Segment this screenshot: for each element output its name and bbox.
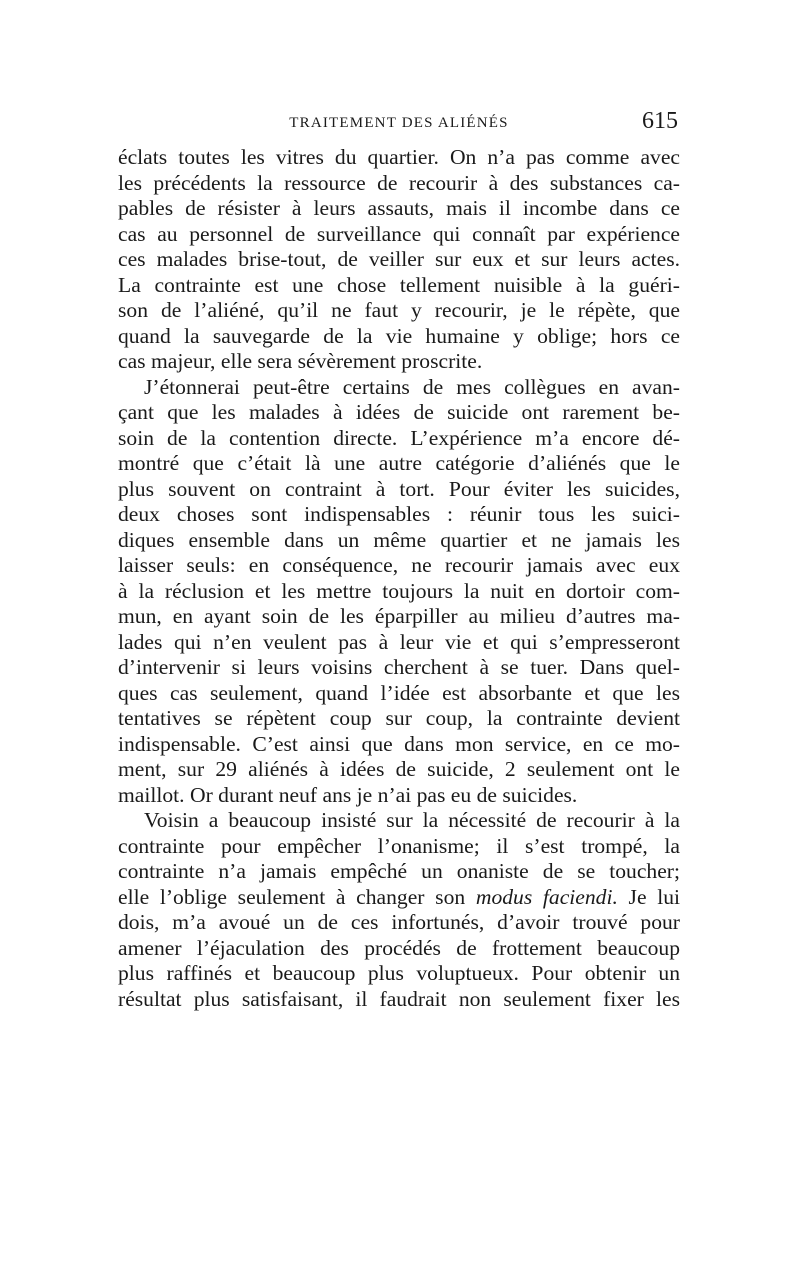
text-line: cas au personnel de surveillance qui connaît par expérience (118, 221, 680, 246)
text-line: deux choses sont indispensables : réunir tous les suici- (118, 502, 680, 526)
text-line: amener l’éjaculation des procédés de frottement beaucoup (118, 935, 680, 960)
text-line: éclats toutes les vitres du quartier. On n’a pas comme avec (118, 145, 680, 169)
text-line: cas majeur, elle sera sévèrement proscrite. (118, 349, 483, 373)
text-line: maillot. Or durant neuf ans je n’ai pas eu de suicides. (118, 782, 578, 807)
paragraph-1 (118, 145, 680, 375)
text-line: les précédents la ressource de recourir à des substances ca- (118, 170, 680, 195)
text-line: plus souvent on contraint à tort. Pour éviter les suicides, (118, 476, 680, 501)
text-line: lades qui n’en veulent pas à leur vie et qui s’empresseront (118, 629, 680, 654)
running-title: TRAITEMENT DES ALIÉNÉS (289, 115, 509, 131)
text-line: laisser seuls: en conséquence, ne recourir jamais avec eux (118, 553, 680, 577)
page-number: 615 (642, 108, 678, 134)
text-run: Je lui (617, 884, 681, 909)
text-line: indispensable. C’est ainsi que dans mon service, en ce mo- (118, 731, 680, 756)
text-line: plus raffinés et beaucoup plus voluptueux. Pour obtenir un (118, 961, 680, 985)
text-line: montré que c’était là une autre catégorie d’aliénés que le (118, 451, 680, 475)
text-line: La contrainte est une chose tellement nuisible à la guéri- (118, 272, 680, 297)
text-line: d’intervenir si leurs voisins cherchent à se tuer. Dans quel- (118, 655, 680, 679)
paragraph-2 (118, 375, 680, 809)
text-line: soin de la contention directe. L’expérience m’a encore dé- (118, 425, 680, 450)
text-run: elle l’oblige seulement à changer son (118, 884, 476, 909)
paragraph-3 (118, 808, 680, 1012)
text-line: dois, m’a avoué un de ces infortunés, d’avoir trouvé pour (118, 910, 680, 934)
text-line: mun, en ayant soin de les éparpiller au milieu d’autres ma- (118, 604, 680, 628)
text-line: à la réclusion et les mettre toujours la nuit en dortoir com- (118, 578, 680, 603)
text-line: pables de résister à leurs assauts, mais il incombe dans ce (118, 196, 680, 220)
text-line: tentatives se répètent coup sur coup, la contrainte devient (118, 706, 680, 730)
text-line: résultat plus satisfaisant, il faudrait non seulement fixer les (118, 986, 680, 1011)
text-line: ment, sur 29 aliénés à idées de suicide, 2 seulement ont le (118, 757, 680, 781)
text-line: ces malades brise-tout, de veiller sur eux et sur leurs actes. (118, 247, 680, 271)
running-head (118, 108, 680, 136)
body-text (118, 145, 680, 1012)
text-line: diques ensemble dans un même quartier et ne jamais les (118, 527, 680, 552)
text-line: çant que les malades à idées de suicide ont rarement be- (118, 400, 680, 424)
text-line: Voisin a beaucoup insisté sur la nécessité de recourir à la (144, 808, 680, 832)
text-line: contrainte pour empêcher l’onanisme; il s’est trompé, la (118, 833, 680, 858)
text-line: quand la sauvegarde de la vie humaine y oblige; hors ce (118, 323, 680, 348)
text-line: son de l’aliéné, qu’il ne faut y recourir, je le répète, que (118, 298, 680, 322)
text-line: contrainte n’a jamais empêché un onaniste de se toucher; (118, 859, 680, 883)
latin-phrase: modus faciendi. (475, 884, 618, 909)
text-line: ques cas seulement, quand l’idée est absorbante et que les (118, 680, 680, 705)
text-line-with-italic (118, 885, 680, 911)
text-line: J’étonnerai peut-être certains de mes collègues en avan- (144, 374, 680, 399)
